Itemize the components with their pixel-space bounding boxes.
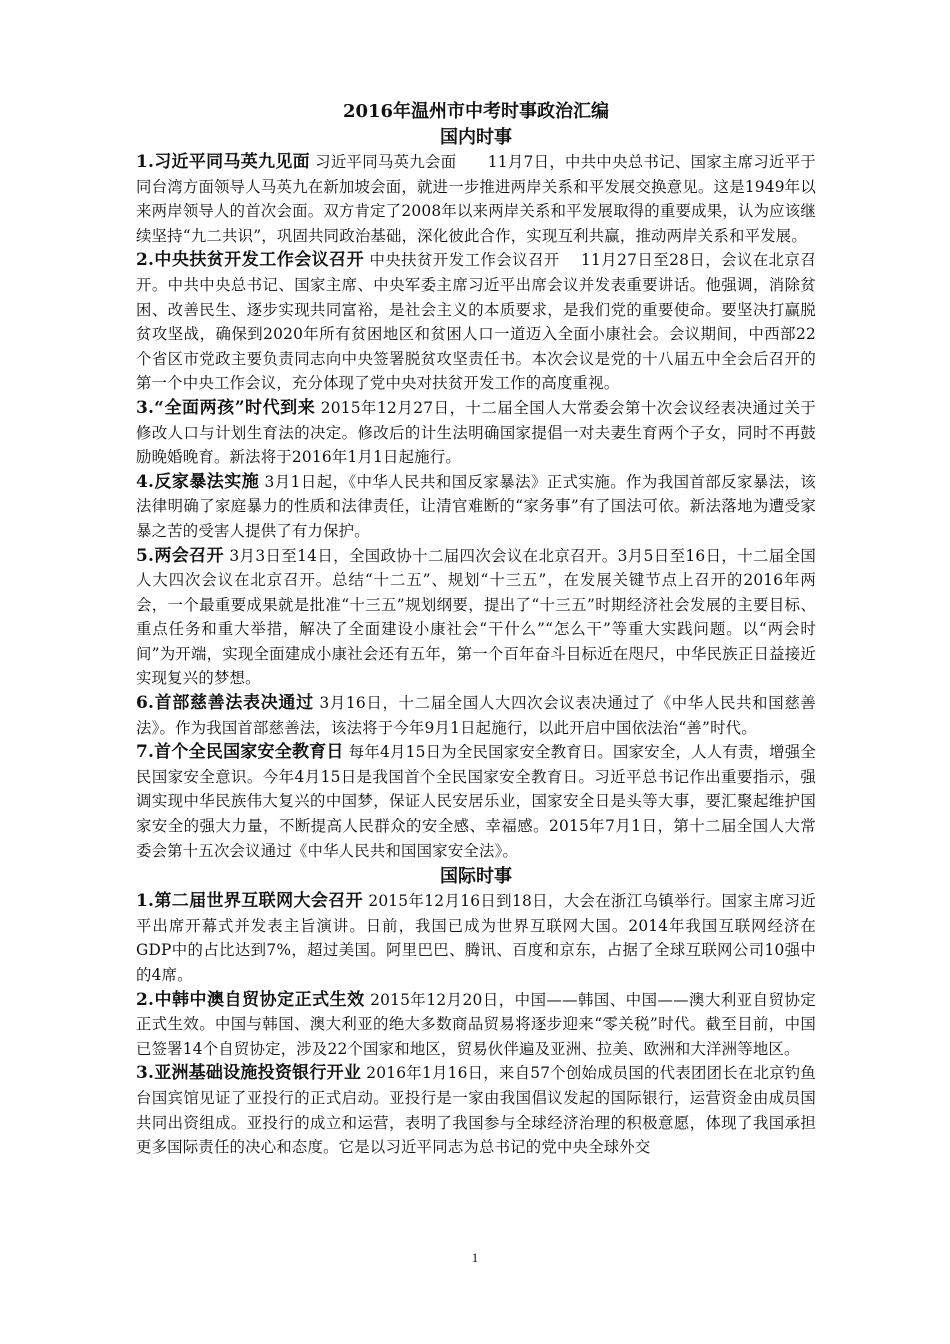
news-item-heading: 1.习近平同马英九见面 <box>136 152 310 172</box>
news-item-heading: 1.第二届世界互联网大会召开 <box>136 891 364 912</box>
section-title-international: 国际时事 <box>440 866 512 888</box>
page-number: 1 <box>471 1250 479 1265</box>
news-item-body: 2015年12月20日，中国——韩国、中国——澳大利亚自贸协定正式生效。中国与韩国、澳大利亚的绝大多数商品贸易将逐步迎来“零关税”时代。截至目前，中国已签署14个自贸协定，涉及22个国家和地区，贸易伙伴遍及亚洲、拉美、欧洲和大洋洲等地区。 <box>136 990 816 1058</box>
section-title-domestic: 国内时事 <box>440 127 512 148</box>
news-item <box>136 248 816 396</box>
news-item <box>136 544 816 692</box>
document-title: 2016年温州市中考时事政治汇编 <box>342 101 610 122</box>
news-item <box>136 988 816 1062</box>
news-item <box>136 150 816 248</box>
news-item-heading: 2.中韩中澳自贸协定正式生效 <box>136 989 365 1010</box>
news-item <box>136 470 816 544</box>
news-item-body: 3月16日，十二届全国人大四次会议表决通过了《中华人民共和国慈善法》。作为我国首部慈善法，该法将于今年9月1日起施行，以此开启中国依法治“善”时代。 <box>136 694 816 737</box>
news-item <box>136 396 816 470</box>
news-item-body: 每年4月15日为全民国家安全教育日。国家安全，人人有责，增强全民国家安全意识。今年4月15日是我国首个全民国家安全教育日。习近平总书记作出重要指示，强调实现中华民族伟大复兴的中国梦，保证人民安居乐业，国家安全日是头等大事，要汇聚起维护国家安全的强大力量，不断提高人民群众的安全感、幸福感。2015年7月1日，第十二届全国人大常委会第十五次会议通过《中华人民共和国国家安全法》。 <box>136 743 817 860</box>
news-item-body: 2015年12月16日到18日，大会在浙江乌镇举行。国家主席习近平出席开幕式并发表主旨演讲。日前，我国已成为世界互联网大国。2014年我国互联网经济在GDP中的占比达到7%，超过美国。阿里巴巴、腾讯、百度和京东，占据了全球互联网公司10强中的4席。 <box>136 892 817 984</box>
news-item-heading: 2.中央扶贫开发工作会议召开 <box>136 250 365 271</box>
news-item-heading: 4.反家暴法实施 <box>136 471 260 492</box>
news-item-heading: 3.“全面两孩”时代到来 <box>136 397 316 418</box>
news-item-heading: 3.亚洲基础设施投资银行开业 <box>136 1063 362 1084</box>
news-item-body: 3月1日起，《中华人民共和国反家暴法》正式实施。作为我国首部反家暴法，该法律明确了家庭暴力的性质和法律责任，让清官难断的“家务事”有了国法可依。新法落地为遭受家暴之苦的受害人提供了有力保护。 <box>136 472 816 540</box>
news-item-heading: 6.首部慈善法表决通过 <box>136 693 314 714</box>
news-item-heading: 5.两会召开 <box>136 545 225 566</box>
news-item <box>136 740 816 863</box>
news-item-heading: 7.首个全民国家安全教育日 <box>136 742 344 763</box>
news-item <box>136 889 816 987</box>
news-item-body: 习近平同马英九会面 11月7日，中共中央总书记、国家主席习近平于同台湾方面领导人马英九在新加坡会面，就进一步推进两岸关系和平发展交换意见。这是1949年以来两岸领导人的首次会面。双方肯定了2008年以来两岸关系和平发展取得的重要成果，认为应该继续坚持“九二共识”，巩固共同政治基础，深化彼此合作，实现互利共赢，推动两岸关系和平发展。 <box>136 153 817 245</box>
news-item-body: 中央扶贫开发工作会议召开 11月27日至28日，会议在北京召开。中共中央总书记、国家主席、中央军委主席习近平出席会议并发表重要讲话。他强调，消除贫困、改善民生、逐步实现共同富裕，是社会主义的本质要求，是我们党的重要使命。要坚决打赢脱贫攻坚战，确保到2020年所有贫困地区和贫困人口一道迈入全面小康社会。会议期间，中西部22个省区市党政主要负责同志向中央签署脱贫攻坚责任书。本次会议是党的十八届五中全会后召开的第一个中央工作会议，充分体现了党中央对扶贫开发工作的高度重视。 <box>136 251 816 393</box>
document-content <box>136 100 816 1160</box>
news-item-body: 2016年1月16日，来自57个创始成员国的代表团团长在北京钓鱼台国宾馆见证了亚投行的正式启动。亚投行是一家由我国倡议发起的国际银行，运营资金由成员国共同出资组成。亚投行的成立和运营，表明了我国参与全球经济治理的积极意愿，体现了我国承担更多国际责任的决心和态度。它是以习近平同志为总书记的党中央全球外交 <box>136 1064 817 1157</box>
news-item <box>136 1061 816 1159</box>
news-item-body: 2015年12月27日，十二届全国人大常委会第十次会议经表决通过关于修改人口与计划生育法的决定。修改后的计生法明确国家提倡一对夫妻生育两个子女，同时不再鼓励晚婚晚育。新法将于2016年1月1日起施行。 <box>136 398 816 467</box>
news-item-body: 3月3日至14日，全国政协十二届四次会议在北京召开。3月5日至16日，十二届全国人大四次会议在北京召开。总结“十二五”、规划“十三五”，在发展关键节点上召开的2016年两会，一个最重要成果就是批准“十三五”规划纲要，提出了“十三五”时期经济社会发展的主要目标、重点任务和重大举措，解决了全面建设小康社会“干什么”“怎么干”等重大实践问题。以“两会时间”为开端，实现全面建成小康社会还有五年，第一个百年奋斗目标近在咫尺，中华民族正日益接近实现复兴的梦想。 <box>136 546 817 688</box>
news-item <box>136 691 816 740</box>
